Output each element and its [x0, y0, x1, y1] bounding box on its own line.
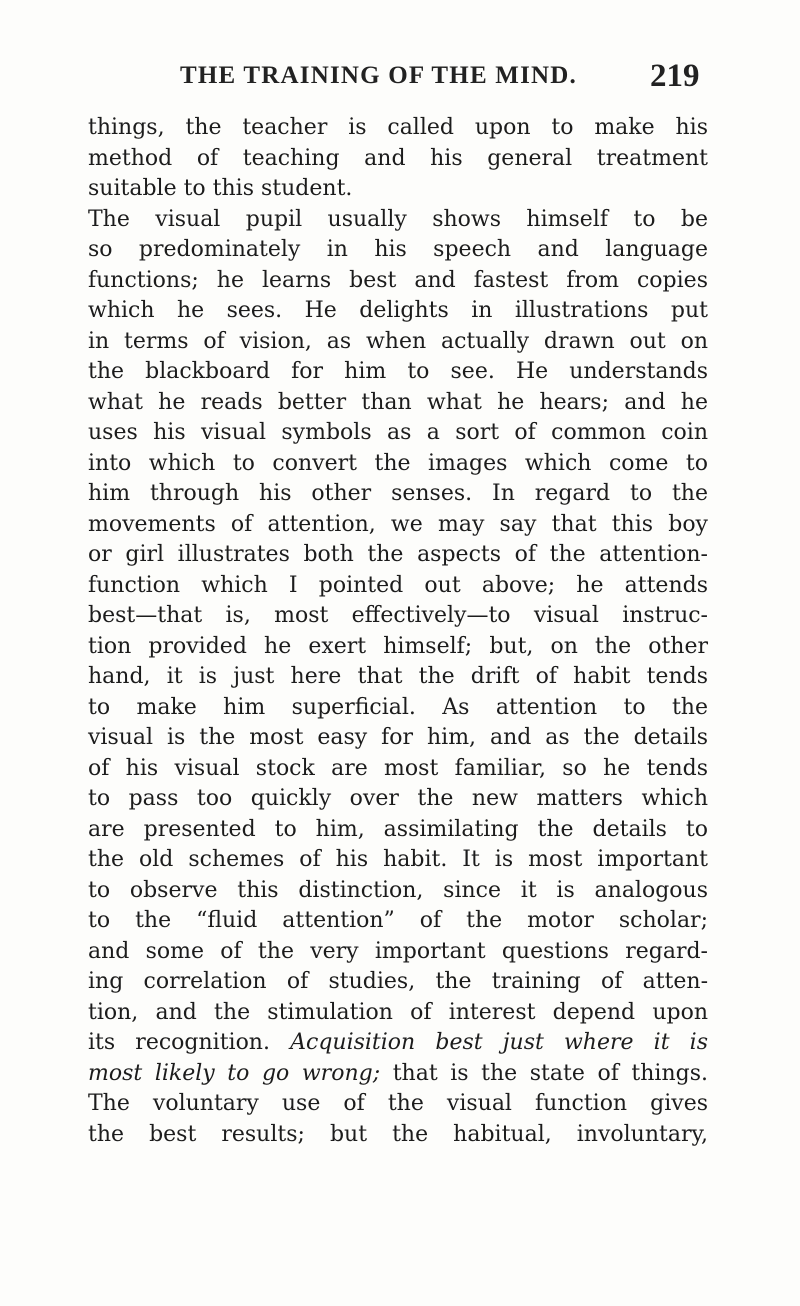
text-line: tion provided he exert himself; but, on the other [88, 633, 708, 659]
text-segment: that is the state of things. [380, 1060, 708, 1086]
text-line: to the “fluid attention” of the motor scholar; [88, 908, 708, 933]
text-line [88, 1059, 708, 1090]
text-line: into which to convert the images which come to [88, 450, 708, 476]
text-line: are presented to him, assimilating the details to [88, 816, 708, 842]
text-line: to pass too quickly over the new matters which [88, 786, 708, 811]
italic-segment: Acquisition best just where it is [290, 1030, 708, 1055]
text-line: which he sees. He delights in illustrations put [88, 298, 708, 323]
text-line: function which I pointed out above; he attends [88, 572, 708, 598]
text-line: hand, it is just here that the drift of habit tends [88, 664, 708, 689]
running-head: THE TRAINING OF THE MIND. [180, 62, 577, 89]
text-line: The visual pupil usually shows himself to be [88, 206, 708, 232]
text-line: tion, and the stimulation of interest depend upon [88, 999, 708, 1025]
text-line: The voluntary use of the visual function gives [88, 1091, 708, 1116]
text-line: best—that is, most effectively—to visual instruc- [88, 603, 708, 628]
text-line: to observe this distinction, since it is analogous [88, 877, 708, 903]
body-text [88, 113, 708, 1150]
text-line: suitable to this student. [88, 176, 353, 201]
text-line: in terms of vision, as when actually drawn out on [88, 328, 708, 354]
page-number: 219 [650, 58, 700, 94]
text-line: of his visual stock are most familiar, so he tends [88, 755, 708, 781]
text-line: uses his visual symbols as a sort of common coin [88, 420, 708, 445]
text-line: what he reads better than what he hears; and he [88, 389, 708, 415]
text-line: method of teaching and his general treatment [88, 145, 708, 171]
text-line: the blackboard for him to see. He understands [88, 359, 708, 384]
text-line: to make him superficial. As attention to the [88, 694, 708, 720]
text-line: so predominately in his speech and language [88, 237, 708, 262]
text-line [88, 1028, 708, 1059]
text-line: the old schemes of his habit. It is most important [88, 847, 708, 872]
text-line: things, the teacher is called upon to make his [88, 115, 708, 140]
text-line: or girl illustrates both the aspects of the attention- [88, 542, 708, 567]
text-line: visual is the most easy for him, and as the details [88, 725, 708, 750]
text-line: movements of attention, we may say that this boy [88, 511, 708, 537]
text-line: ing correlation of studies, the training of atten- [88, 969, 708, 994]
text-segment: its recognition. [88, 1030, 291, 1055]
text-line: him through his other senses. In regard to the [88, 481, 708, 506]
italic-segment: most likely to go wrong; [88, 1060, 381, 1086]
text-line: functions; he learns best and fastest from copies [88, 267, 708, 293]
text-line: and some of the very important questions regard- [88, 938, 708, 964]
text-line: the best results; but the habitual, involuntary, [88, 1121, 708, 1147]
